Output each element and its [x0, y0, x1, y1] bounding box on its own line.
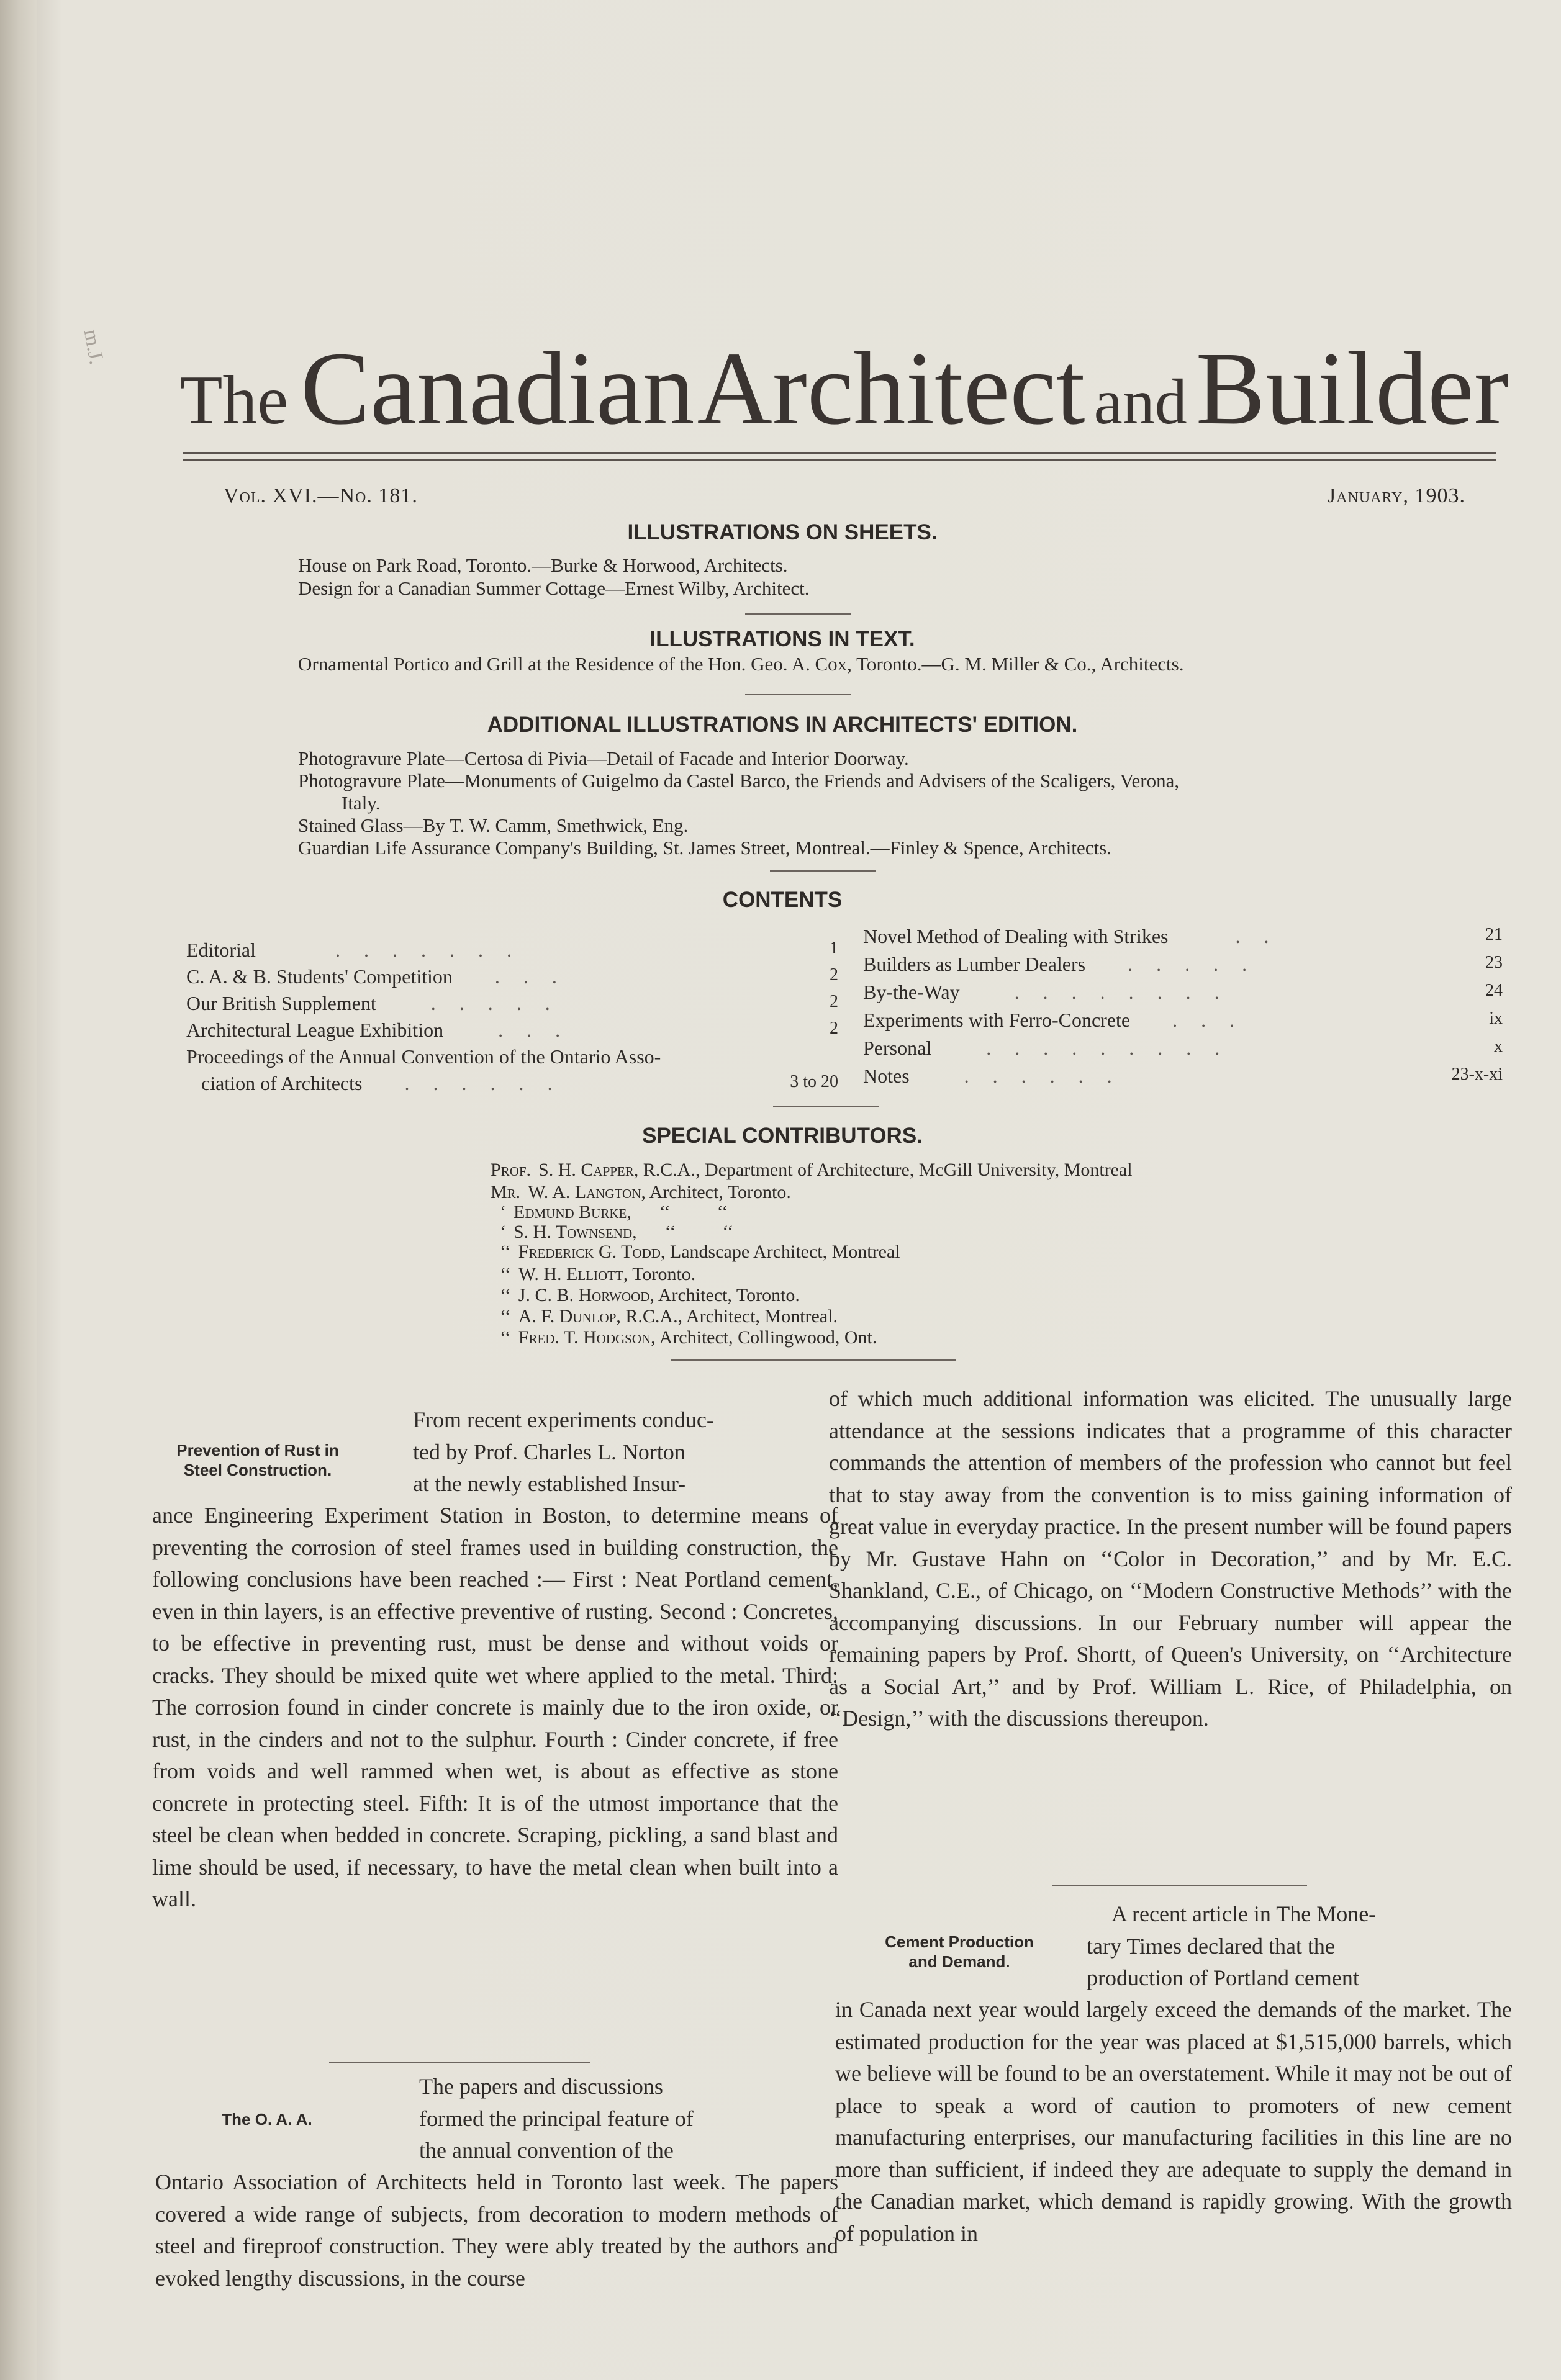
opening-line: ted by Prof. Charles L. Norton — [413, 1439, 685, 1464]
article-sidehead — [205, 2109, 329, 2129]
contributor-name: Frederick G. Todd, — [518, 1242, 666, 1262]
illustration-text-item: Ornamental Portico and Grill at the Residence of the Hon. Geo. A. Cox, Toronto.—G. M. Miller & Co., Architects. — [298, 653, 1184, 675]
page: m.J. The Canadian Architect and Builder Vol. XVI.—No. 181. January, 1903. ILLUSTRATIONS ON SHEETS. House on Park Road, Toronto.—Burke & Horwood, Architects. Design for a Canadian Summer Cottage—Ernest Wilby, Architect. ILLUSTRATIONS IN TEXT. Ornamental Portico and Grill at the Residence of the Hon. Geo. A. Cox, Toronto.—G. M. Miller & Co., Architects. ADDITIONAL ILLUSTRATIONS IN ARCHITECTS' EDITION. Photogravure Plate—Certosa di Pivia—Detail of Facade and Interior Doorway. Photogravure Plate—Monuments of Guigelmo da Castel Barco, the Friends and Advisers of the Scaligers, Verona, Italy. Stained Glass—By T. W. Camm, Smethwick, Eng. Guardian Life Assurance Company's Building, St. James Street, Montreal.—Finley & Spence, Architects. CONTENTS Editorial ....... 1 C. A. & B. Students' Competition ... 2 Our British Supplement ..... 2 Architectural League Exhibition ... 2 Proceedings of the Annual Convention of the Ontario Asso- ciation of Architects ...... 3 to 20 Novel Method of Dealing with Strikes .. 21 Builders as Lumber Dealers ..... 23 By-the-Way ........ 24 Experiments with Ferro-Concrete ... ix Personal ......... x Notes ...... 23-x-xi SPECIAL CONTRIBUTORS. Prof. S. H. Capper, R.C.A., Department of Architecture, McGill University, Montreal Mr. W. A. Langton, Architect, Toronto. ‘ Edmund Burke, ‘‘ ‘‘ ‘ S. H. Townsend, ‘‘ ‘‘ ‘‘ Frederick G. Todd, Landscape Architect, Montreal ‘‘ W. H. Elliott, Toronto. ‘‘ J. C. B. Horwood, Architect, Toronto. ‘‘ A. F. Dunlop, R.C.A., Architect, Montreal. ‘‘ Fred. T. Hodgson, Architect, Collingwood, Ont. Prevention of Rust in Steel Construction. From recent experiments conduc- ted by Prof. Charles L. Norton at the newly established Insur- ance Engineering Experiment Station in Boston, to determine means of preventing the corrosion of steel frames used in building construction, the following conclusions have been reached :— First : Neat Portland cement, even in thin layers, is an effective preventive of rusting. Second : Concretes, to be effective in preventing rust, must be dense and without voids or cracks. They should be mixed quite wet where applied to the metal. Third: The corrosion found in cinder concrete is mainly due to the iron oxide, or rust, in the cinders and not to the sulphur. Fourth : Cinder concrete, if free from voids and well rammed when wet, is about as effective as stone concrete in protecting steel. Fifth: It is of the utmost importance that the steel be clean when bedded in concrete. Scraping, pickling, a sand blast and lime should be used, if necessary, to have the metal clean when built into a wall. The O. A. A. The papers and discussions formed the principal feature of the annual convention of the Ontario Association of Architects held in Toronto last week. The papers covered a wide range of subjects, from decoration to modern methods of steel and fireproof construction. They were ably treated by the authors and evoked lengthy discussions, in the course of which much additional information was elicited. The unusually large attendance at the sessions indicates that a programme of this character commands the attention of members of the profession who cannot but feel that to stay away from the convention is to miss gaining information of great value in everyday practice. In the present number will be found papers by Mr. Gustave Hahn on ‘‘Color in Decoration,’’ and by Mr. E.C. Shankland, C.E., of Chicago, on ‘‘Modern Constructive Methods’’ with the accompanying discussions. In our February number will appear the remaining papers by Prof. Shortt, of Queen's University, on ‘‘Architecture as a Social Art,’’ and by Prof. William L. Rice, of Philadelphia, on ‘‘Design,’’ with the discussions thereupon. Cement Production and Demand. A recent article in The Mone- tary Times declared that the production of Portland cement in Canada next year would largely exceed the demands of the market. The estimated production for the year was placed at $1,515,000 barrels, which we believe will be found to be an overstatement. While it may not be out of place to speak a word of caution to promoters of new cement manufacturing enterprises, our manufacturing facilities in this line are no more than sufficient, if indeed they are adequate to supply the demand in the Canadian market, which demand is rapidly growing. With the growth of population in — [37, 0, 1561, 2380]
toc-page: x — [1494, 1037, 1503, 1056]
volume-number: Vol. XVI.—No. 181. — [224, 484, 418, 507]
opening-line: at the newly established Insur- — [413, 1471, 686, 1496]
divider — [773, 1106, 879, 1107]
contributor-entry — [500, 1285, 800, 1306]
contributor-prefix: ‘ — [500, 1202, 506, 1222]
contributor-detail: Architect, Collingwood, Ont. — [655, 1327, 877, 1348]
masthead-and: and — [1093, 366, 1187, 438]
toc-title: Personal — [863, 1037, 932, 1059]
toc-page: 2 — [830, 965, 838, 985]
toc-page: 24 — [1485, 981, 1503, 1000]
divider — [1052, 1885, 1307, 1886]
toc-title: Architectural League Exhibition — [186, 1019, 444, 1041]
article-body-cement: in Canada next year would largely exceed the demands of the market. The estimated production for the year was placed at $1,515,000 barrels, which we believe will be found to be an overstatement. While it may not be out of place to speak a word of caution to promoters of new cement manufacturing enterprises, our manufacturing facilities in this line are no more than sufficient, if indeed they are adequate to supply the demand in the Canadian market, which demand is rapidly growing. With the growth of population in — [835, 1997, 1512, 2246]
illustrations-text-heading: ILLUSTRATIONS IN TEXT. — [649, 627, 915, 651]
additional-item: Italy. — [342, 792, 381, 814]
sidehead-line: Steel Construction. — [183, 1461, 332, 1479]
contributor-name: S. H. Capper, — [538, 1160, 639, 1180]
toc-page: 2 — [830, 1019, 838, 1038]
contributor-detail: ‘‘ ‘‘ — [631, 1202, 728, 1222]
toc-title: ciation of Architects — [201, 1072, 363, 1094]
divider — [671, 1359, 956, 1361]
contributor-prefix: ‘ — [500, 1222, 506, 1242]
additional-item: Photogravure Plate—Monuments of Guigelmo da Castel Barco, the Friends and Advisers of the Scaligers, Verona, — [298, 770, 1180, 791]
contributor-entry — [500, 1306, 838, 1327]
contributor-name: Fred. T. Hodgson, — [518, 1327, 656, 1348]
masthead-rule-thin — [183, 459, 1496, 461]
masthead-builder: Builder — [1195, 331, 1509, 446]
issue-line — [224, 484, 1465, 508]
opening-line: the annual convention of the — [419, 2138, 674, 2163]
contributor-detail: ‘‘ ‘‘ — [636, 1222, 734, 1242]
contributor-detail: Architect, Toronto. — [645, 1182, 791, 1202]
contributor-prefix: ‘‘ — [500, 1327, 511, 1348]
contributor-name: S. H. Townsend, — [514, 1222, 637, 1242]
illustration-sheet-item: Design for a Canadian Summer Cottage—Ernest Wilby, Architect. — [298, 577, 810, 599]
toc-title: Novel Method of Dealing with Strikes — [863, 925, 1169, 947]
additional-item: Guardian Life Assurance Company's Building, St. James Street, Montreal.—Finley & Spence, Architects. — [298, 837, 1111, 859]
toc-page: 3 to 20 — [790, 1072, 838, 1091]
sidehead-line: Prevention of Rust in — [176, 1441, 339, 1459]
binding-edge — [0, 0, 37, 2380]
illustrations-sheets-heading: ILLUSTRATIONS ON SHEETS. — [627, 520, 938, 544]
divider — [770, 870, 876, 872]
toc-page: ix — [1489, 1009, 1503, 1028]
contributor-name: W. H. Elliott, — [518, 1264, 628, 1284]
contributor-entry — [500, 1327, 877, 1348]
article-body-oaa-continued: of which much additional information was elicited. The unusually large attendance at the sessions indicates that a programme of this character commands the attention of members of the profession who cannot but feel that to stay away from the convention is to miss gaining information of great value in everyday practice. In the present number will be found papers by Mr. Gustave Hahn on ‘‘Color in Decoration,’’ and by Mr. E.C. Shankland, C.E., of Chicago, on ‘‘Modern Constructive Methods’’ with the accompanying discussions. In our February number will appear the remaining papers by Prof. Shortt, of Queen's University, on ‘‘Architecture as a Social Art,’’ and by Prof. William L. Rice, of Philadelphia, on ‘‘Design,’’ with the discussions thereupon. — [829, 1386, 1512, 1731]
contributor-entry — [500, 1242, 900, 1263]
margin-annotation: m.J. — [79, 327, 108, 367]
divider — [745, 613, 851, 615]
contributor-prefix: Prof. — [491, 1160, 532, 1180]
contributor-entry — [500, 1202, 728, 1223]
contributor-entry — [500, 1222, 733, 1243]
sidehead-line: Cement Production — [885, 1932, 1034, 1951]
toc-page: 2 — [830, 992, 838, 1011]
toc-page: 21 — [1485, 925, 1503, 944]
illustration-sheet-item: House on Park Road, Toronto.—Burke & Horwood, Architects. — [298, 554, 788, 576]
toc-title: Builders as Lumber Dealers — [863, 953, 1086, 975]
article-body-rust: ance Engineering Experiment Station in Boston, to determine means of preventing the corrosion of steel frames used in building construction, the following conclusions have been reached :— First : Neat Portland cement, even in thin layers, is an effective preventive of rusting. Second : Concretes, to be effective in preventing rust, must be dense and without voids or cracks. They should be mixed quite wet where applied to the metal. Third: The corrosion found in cinder concrete is mainly due to the iron oxide, or rust, in the cinders and not to the sulphur. Fourth : Cinder concrete, if free from voids and well rammed when wet, is about as effective as stone concrete in protecting steel. Fifth: It is of the utmost importance that the steel be clean when bedded in concrete. Scraping, pickling, a sand blast and lime should be used, if necessary, to have the metal clean when built into a wall. — [152, 1503, 838, 1911]
article-sidehead — [161, 1440, 354, 1480]
contributor-name: Edmund Burke, — [514, 1202, 631, 1222]
masthead-rule — [183, 452, 1496, 454]
contributor-name: J. C. B. Horwood, — [518, 1285, 654, 1305]
contributor-entry — [491, 1182, 791, 1203]
masthead-architect: Architect — [697, 331, 1085, 446]
article-opening — [419, 2071, 838, 2167]
contributor-entry — [491, 1160, 1133, 1181]
sidehead-line: and Demand. — [908, 1952, 1010, 1971]
issue-date: January, 1903. — [1327, 484, 1465, 507]
contributor-detail: Architect, Toronto. — [654, 1285, 800, 1305]
article-opening — [1087, 1898, 1509, 1995]
article-body-oaa: Ontario Association of Architects held in Toronto last week. The papers covered a wide range of subjects, from decoration to modern methods of steel and fireproof construction. They were ably treated by the authors and evoked lengthy discussions, in the course — [155, 2170, 838, 2291]
toc-page: 23 — [1485, 953, 1503, 972]
masthead-canadian: Canadian — [301, 331, 695, 446]
contributor-prefix: ‘‘ — [500, 1264, 511, 1284]
toc-title: Notes — [863, 1065, 910, 1087]
toc-page: 1 — [830, 939, 838, 958]
contributors-heading: SPECIAL CONTRIBUTORS. — [642, 1124, 923, 1148]
contributor-detail: R.C.A., Architect, Montreal. — [620, 1306, 838, 1327]
opening-line: A recent article in The Mone- — [1111, 1901, 1377, 1926]
sidehead-line: The O. A. A. — [222, 2110, 312, 2129]
masthead — [180, 329, 1509, 453]
contributor-prefix: ‘‘ — [500, 1306, 511, 1327]
toc-page: 23-x-xi — [1451, 1065, 1503, 1084]
contributor-detail: R.C.A., Department of Architecture, McGill University, Montreal — [638, 1160, 1133, 1180]
contributor-prefix: ‘‘ — [500, 1285, 511, 1305]
opening-line: The papers and discussions — [419, 2074, 663, 2099]
toc-title: Proceedings of the Annual Convention of the Ontario Asso- — [186, 1045, 661, 1068]
divider — [329, 2062, 590, 2063]
opening-line: From recent experiments conduc- — [413, 1407, 714, 1432]
additional-illustrations-heading: ADDITIONAL ILLUSTRATIONS IN ARCHITECTS' EDITION. — [487, 713, 1078, 737]
opening-line: formed the principal feature of — [419, 2106, 694, 2131]
toc-title: By-the-Way — [863, 981, 960, 1003]
toc-title: Editorial — [186, 939, 256, 961]
contributor-prefix: Mr. — [491, 1182, 521, 1202]
contributor-name: W. A. Langton, — [528, 1182, 646, 1202]
contributor-name: A. F. Dunlop, — [518, 1306, 621, 1327]
additional-item: Stained Glass—By T. W. Camm, Smethwick, Eng. — [298, 814, 689, 836]
opening-line: tary Times declared that the — [1087, 1933, 1335, 1959]
contributor-prefix: ‘‘ — [500, 1242, 511, 1262]
article-sidehead — [857, 1932, 1062, 1972]
additional-item: Photogravure Plate—Certosa di Pivia—Detail of Facade and Interior Doorway. — [298, 747, 909, 769]
contributor-entry — [500, 1264, 695, 1285]
contributor-detail: Landscape Architect, Montreal — [665, 1242, 900, 1262]
divider — [745, 694, 851, 695]
contents-heading: CONTENTS — [722, 888, 843, 912]
opening-line: production of Portland cement — [1087, 1965, 1359, 1990]
toc-title: Experiments with Ferro-Concrete — [863, 1009, 1131, 1031]
contributor-detail: Toronto. — [628, 1264, 696, 1284]
toc-title: C. A. & B. Students' Competition — [186, 965, 453, 988]
article-opening — [413, 1404, 838, 1500]
toc-title: Our British Supplement — [186, 992, 376, 1014]
masthead-the: The — [180, 362, 289, 439]
